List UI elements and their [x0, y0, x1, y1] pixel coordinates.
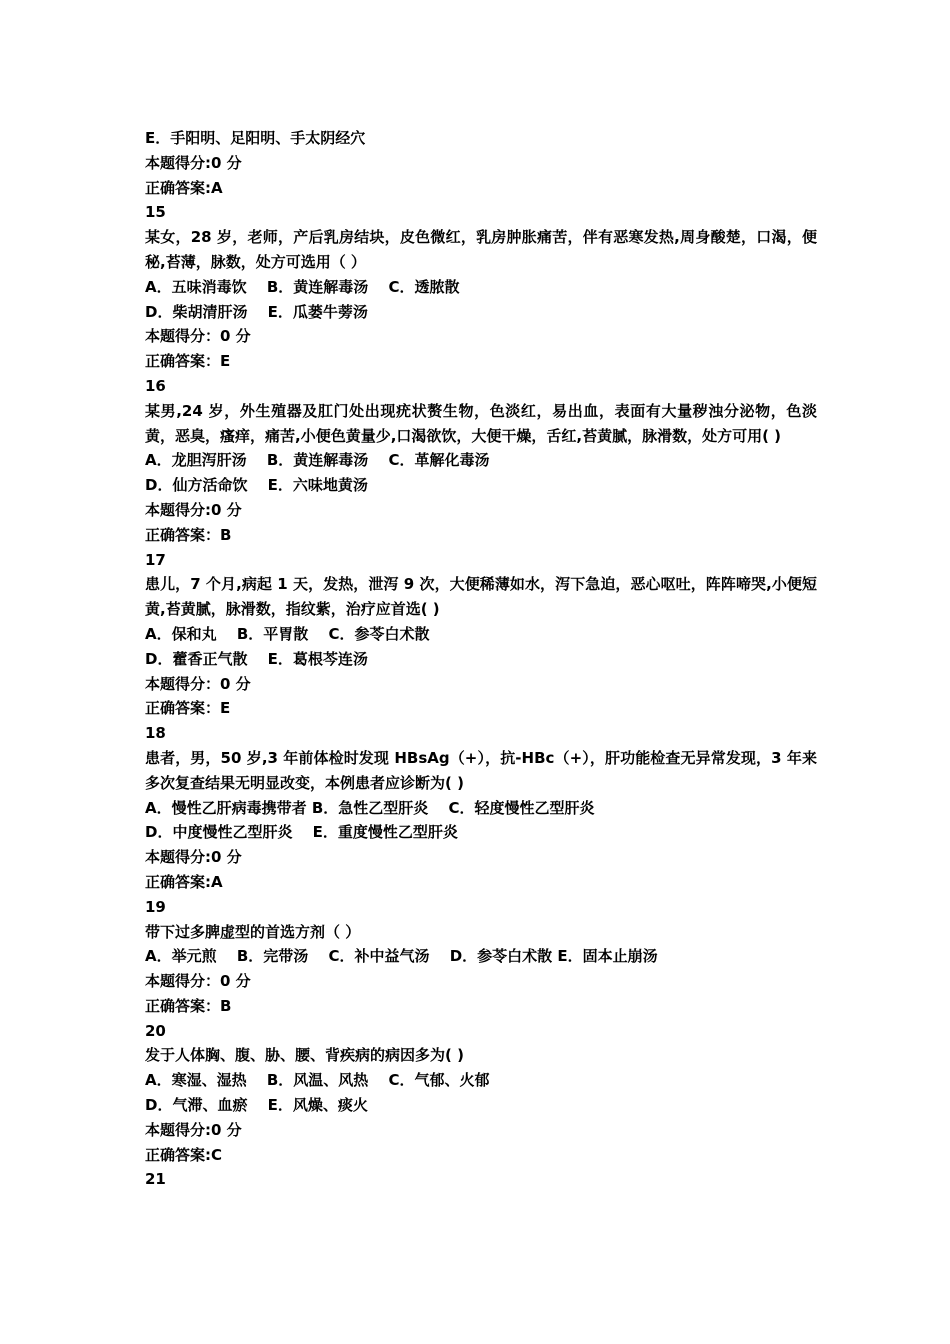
option-line: A．龙胆泻肝汤 B．黄连解毒汤 C．革解化毒汤 — [145, 451, 490, 470]
question-text: 患儿，7 个月,病起 1 天，发热，泄泻 9 次，大便稀薄如水，泻下急迫，恶心呕吐，阵阵啼哭,小便短黄,苔黄腻，脉滑数，指纹紫，治疗应首选( ) — [145, 575, 817, 619]
question-number: 21 — [145, 1170, 166, 1189]
score-line: 本题得分：0 分 — [145, 972, 251, 991]
question-text: 某男,24 岁，外生殖器及肛门处出现疣状赘生物，色淡红，易出血，表面有大量秽浊分泌物，色淡黄，恶臭，瘙痒，痛苦,小便色黄量少,口渴欲饮，大便干燥，舌红,苔黄腻，脉滑数，处方可用( ) — [145, 401, 817, 445]
question-number: 15 — [145, 203, 166, 222]
exam-content — [145, 126, 817, 1192]
score-line: 本题得分:0 分 — [145, 500, 242, 519]
answer-line: 正确答案：B — [145, 525, 232, 544]
option-line: A．保和丸 B．平胃散 C．参苓白术散 — [145, 624, 430, 643]
question-number: 18 — [145, 724, 166, 743]
answer-line: 正确答案:C — [145, 1145, 223, 1164]
question-number: 17 — [145, 550, 166, 569]
score-line: 本题得分:0 分 — [145, 848, 242, 867]
score-line: 本题得分：0 分 — [145, 674, 251, 693]
option-line: A．寒湿、湿热 B．风温、风热 C．气郁、火郁 — [145, 1071, 490, 1090]
option-line: D．气滞、血瘀 E．风燥、痰火 — [145, 1096, 368, 1115]
option-line: E．手阳明、足阳明、手太阴经穴 — [145, 129, 366, 147]
question-text: 某女，28 岁，老师，产后乳房结块，皮色微红，乳房肿胀痛苦，伴有恶寒发热,周身酸楚，口渴，便秘,苔薄，脉数，处方可选用（ ） — [145, 228, 817, 271]
answer-line: 正确答案：E — [145, 699, 231, 718]
score-line: 本题得分：0 分 — [145, 327, 251, 346]
option-line: A．慢性乙肝病毒携带者 B．急性乙型肝炎 C．轻度慢性乙型肝炎 — [145, 798, 595, 817]
option-line: D．仙方活命饮 E．六味地黄汤 — [145, 476, 368, 495]
option-line: A．五味消毒饮 B．黄连解毒汤 C．透脓散 — [145, 277, 460, 296]
score-line: 本题得分:0 分 — [145, 153, 242, 172]
question-number: 20 — [145, 1021, 166, 1040]
question-text: 发于人体胸、腹、胁、腰、背疾病的病因多为( ) — [145, 1046, 464, 1065]
answer-line: 正确答案:A — [145, 872, 223, 891]
answer-line: 正确答案：E — [145, 352, 231, 371]
question-text: 患者，男，50 岁,3 年前体检时发现 HBsAg（+），抗-HBc（+），肝功能检查无异常发现，3 年来多次复查结果无明显改变，本例患者应诊断为( ) — [145, 748, 817, 792]
question-number: 16 — [145, 376, 166, 395]
option-line: D．柴胡清肝汤 E．瓜蒌牛蒡汤 — [145, 302, 368, 321]
question-number: 19 — [145, 897, 166, 916]
option-line: D．藿香正气散 E．葛根芩连汤 — [145, 649, 368, 668]
answer-line: 正确答案：B — [145, 996, 232, 1015]
answer-line: 正确答案:A — [145, 178, 223, 197]
score-line: 本题得分:0 分 — [145, 1120, 242, 1139]
question-text: 带下过多脾虚型的首选方剂（ ） — [145, 922, 361, 941]
option-line: D．中度慢性乙型肝炎 E．重度慢性乙型肝炎 — [145, 823, 458, 842]
option-line: A．举元煎 B．完带汤 C．补中益气汤 D．参苓白术散 E．固本止崩汤 — [145, 947, 658, 966]
